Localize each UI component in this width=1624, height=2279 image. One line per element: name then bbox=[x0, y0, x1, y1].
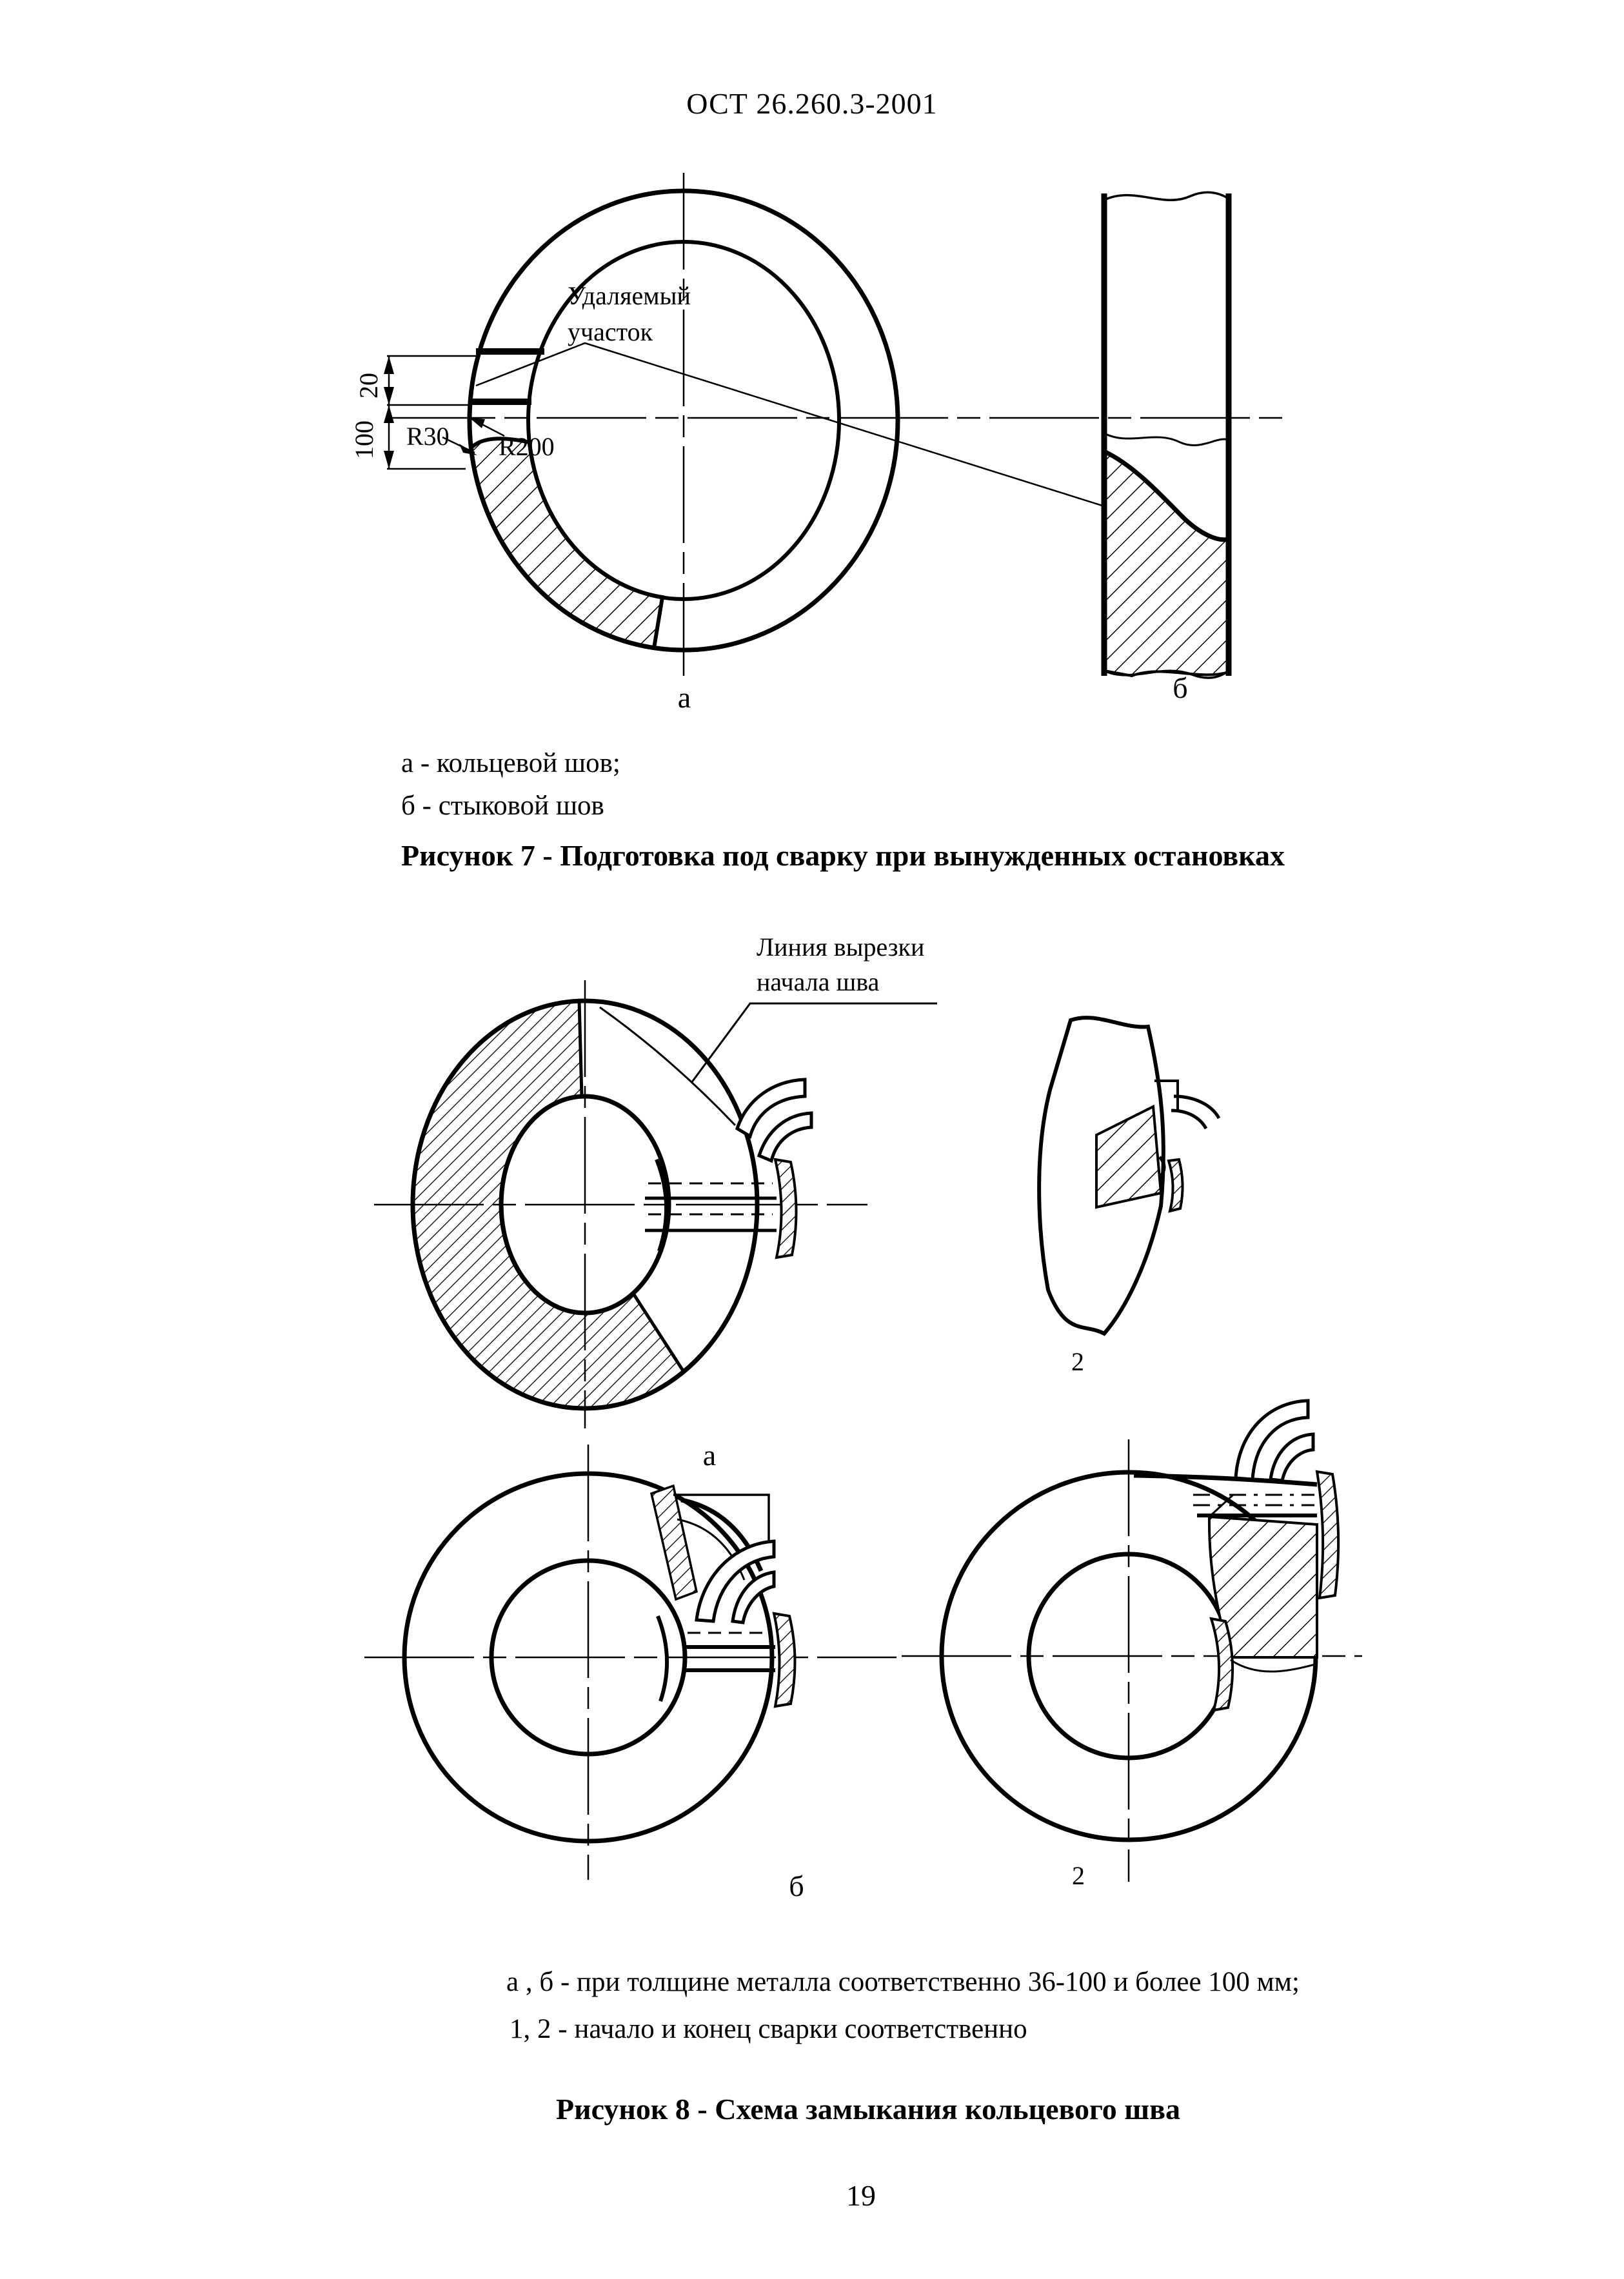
fig8-cut-line-label-line1: Линия вырезки bbox=[757, 932, 925, 962]
fig7-dimension-arrows bbox=[384, 356, 394, 469]
fig8-view-b-diagram bbox=[364, 1445, 896, 1880]
fig8-legend-line-12: 1, 2 - начало и конец сварки соответственно bbox=[510, 2014, 1027, 2044]
fig7-butt-weld-diagram bbox=[1104, 192, 1229, 678]
page-number: 19 bbox=[846, 2179, 876, 2212]
fig8-subfigure-b-label: б bbox=[789, 1870, 804, 1902]
fig7-radius-r30-label: R30 bbox=[406, 422, 450, 451]
fig8-a-seam-start-detail bbox=[645, 1080, 811, 1258]
fig8-legend-line-ab: а , б - при толщине металла соответственно 36-100 и более 100 мм; bbox=[506, 1967, 1300, 1997]
fig7-subfigure-b-label: б bbox=[1173, 671, 1188, 704]
fig8-number-2-bottom-label: 2 bbox=[1072, 1861, 1085, 1890]
fig7-butt-weld-metal bbox=[1104, 451, 1229, 676]
fig8-detail-top-right bbox=[1039, 1018, 1219, 1334]
page-title: ОСТ 26.260.3-2001 bbox=[686, 87, 938, 120]
fig7-dimension-100-label: 100 bbox=[350, 420, 379, 459]
fig8-cut-line-label-line2: начала шва bbox=[757, 967, 880, 996]
fig8-number-2-top-label: 2 bbox=[1071, 1347, 1084, 1376]
fig8-subfigure-a-label: а bbox=[702, 1439, 717, 1472]
fig8-caption: Рисунок 8 - Схема замыкания кольцевого шва bbox=[556, 2093, 1180, 2126]
fig7-subfigure-a-label: а bbox=[677, 681, 691, 714]
fig7-legend-line-b: б - стыковой шов bbox=[401, 791, 604, 821]
fig7-removed-section-note-line1: Удаляемый bbox=[568, 281, 691, 310]
fig8-2-seam-end-detail bbox=[1134, 1401, 1338, 1710]
fig7-dimension-20-label: 20 bbox=[354, 373, 383, 399]
fig8-detail-bottom-right bbox=[902, 1401, 1362, 1882]
fig8-view-a-diagram bbox=[374, 980, 937, 1428]
fig7-removed-section-note-line2: участок bbox=[568, 317, 653, 346]
fig7-note-leader bbox=[476, 343, 1160, 524]
fig8-cut-line-leader bbox=[691, 1003, 937, 1083]
fig7-weld-crescent bbox=[471, 439, 662, 648]
fig7-radius-r200-label: R200 bbox=[499, 432, 555, 461]
fig7-caption: Рисунок 7 - Подготовка под сварку при вынужденных остановках bbox=[401, 839, 1285, 872]
fig7-legend-line-a: а - кольцевой шов; bbox=[401, 748, 620, 778]
